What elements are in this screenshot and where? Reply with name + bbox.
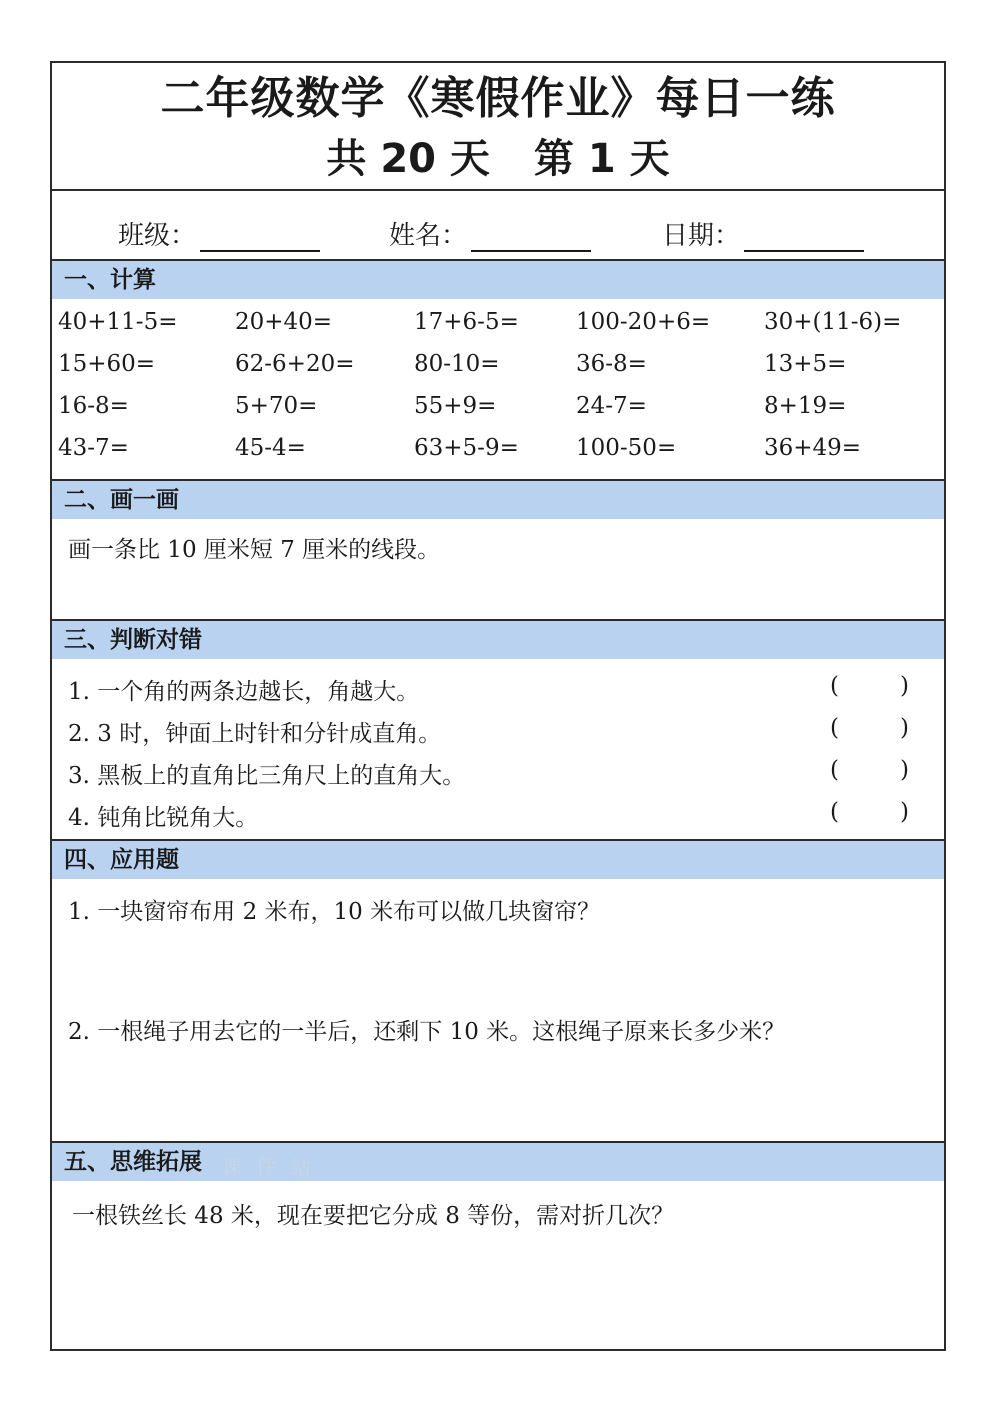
section-calc xyxy=(52,261,944,481)
date-label: 日期： xyxy=(662,221,741,251)
calc-problem: 100-20+6= xyxy=(576,309,711,335)
calc-problem: 30+(11-6)= xyxy=(764,309,902,335)
calc-problem: 43-7= xyxy=(58,435,129,461)
calc-problem: 55+9= xyxy=(414,393,497,419)
worksheet xyxy=(50,61,946,1351)
worksheet-title: 二年级数学《寒假作业》每日一练 xyxy=(160,73,836,124)
section-judge xyxy=(52,621,944,841)
current-day: 第 1 天 xyxy=(533,136,670,182)
class-label: 班级： xyxy=(118,221,197,251)
judge-item: 4. 钝角比锐角大。 xyxy=(68,805,259,831)
section-draw xyxy=(52,481,944,621)
calc-problem: 5+70= xyxy=(235,393,318,419)
calc-problem: 100-50= xyxy=(576,435,677,461)
calc-problem: 17+6-5= xyxy=(414,309,519,335)
calc-problem: 62-6+20= xyxy=(235,351,355,377)
title-block xyxy=(52,63,944,191)
total-days: 共 20 天 xyxy=(326,136,490,182)
calc-problem: 16-8= xyxy=(58,393,129,419)
date-blank[interactable] xyxy=(744,224,864,252)
section-header: 四、应用题 xyxy=(52,841,944,879)
section-header: 二、画一画 xyxy=(52,481,944,519)
answer-paren-open: ( xyxy=(830,673,839,699)
answer-paren-open: ( xyxy=(830,715,839,741)
date-field[interactable] xyxy=(662,215,864,252)
calc-problem: 15+60= xyxy=(58,351,156,377)
judge-item: 2. 3 时，钟面上时针和分针成直角。 xyxy=(68,721,442,747)
section-header: 一、计算 xyxy=(52,261,944,299)
name-blank[interactable] xyxy=(471,224,591,252)
section-apply xyxy=(52,841,944,1143)
answer-paren-open: ( xyxy=(830,757,839,783)
student-info-row xyxy=(52,191,944,261)
draw-question: 画一条比 10 厘米短 7 厘米的线段。 xyxy=(68,537,441,563)
calc-problem: 20+40= xyxy=(235,309,333,335)
calc-problem: 8+19= xyxy=(764,393,847,419)
answer-paren-close: ) xyxy=(900,715,909,741)
answer-paren-close: ) xyxy=(900,673,909,699)
think-question: 一根铁丝长 48 米，现在要把它分成 8 等份，需对折几次？ xyxy=(72,1203,675,1229)
worksheet-subtitle xyxy=(52,136,944,182)
class-blank[interactable] xyxy=(200,224,320,252)
answer-paren-close: ) xyxy=(900,799,909,825)
calc-problem: 40+11-5= xyxy=(58,309,178,335)
watermark: 课 件 站 xyxy=(222,1155,315,1179)
class-field[interactable] xyxy=(118,215,320,252)
answer-paren-close: ) xyxy=(900,757,909,783)
judge-item: 3. 黑板上的直角比三角尺上的直角大。 xyxy=(68,763,466,789)
name-label: 姓名： xyxy=(389,221,468,251)
calc-grid xyxy=(52,299,944,479)
apply-question: 1. 一块窗帘布用 2 米布，10 米布可以做几块窗帘？ xyxy=(68,899,601,925)
section-think xyxy=(52,1143,944,1353)
calc-problem: 63+5-9= xyxy=(414,435,519,461)
section-header: 三、判断对错 xyxy=(52,621,944,659)
calc-problem: 80-10= xyxy=(414,351,500,377)
name-field[interactable] xyxy=(389,215,591,252)
calc-problem: 13+5= xyxy=(764,351,847,377)
calc-problem: 45-4= xyxy=(235,435,306,461)
calc-problem: 24-7= xyxy=(576,393,647,419)
calc-problem: 36-8= xyxy=(576,351,647,377)
calc-problem: 36+49= xyxy=(764,435,862,461)
judge-item: 1. 一个角的两条边越长，角越大。 xyxy=(68,679,420,705)
answer-paren-open: ( xyxy=(830,799,839,825)
apply-question: 2. 一根绳子用去它的一半后，还剩下 10 米。这根绳子原来长多少米？ xyxy=(68,1019,786,1045)
section-header: 五、思维拓展 xyxy=(52,1143,944,1181)
